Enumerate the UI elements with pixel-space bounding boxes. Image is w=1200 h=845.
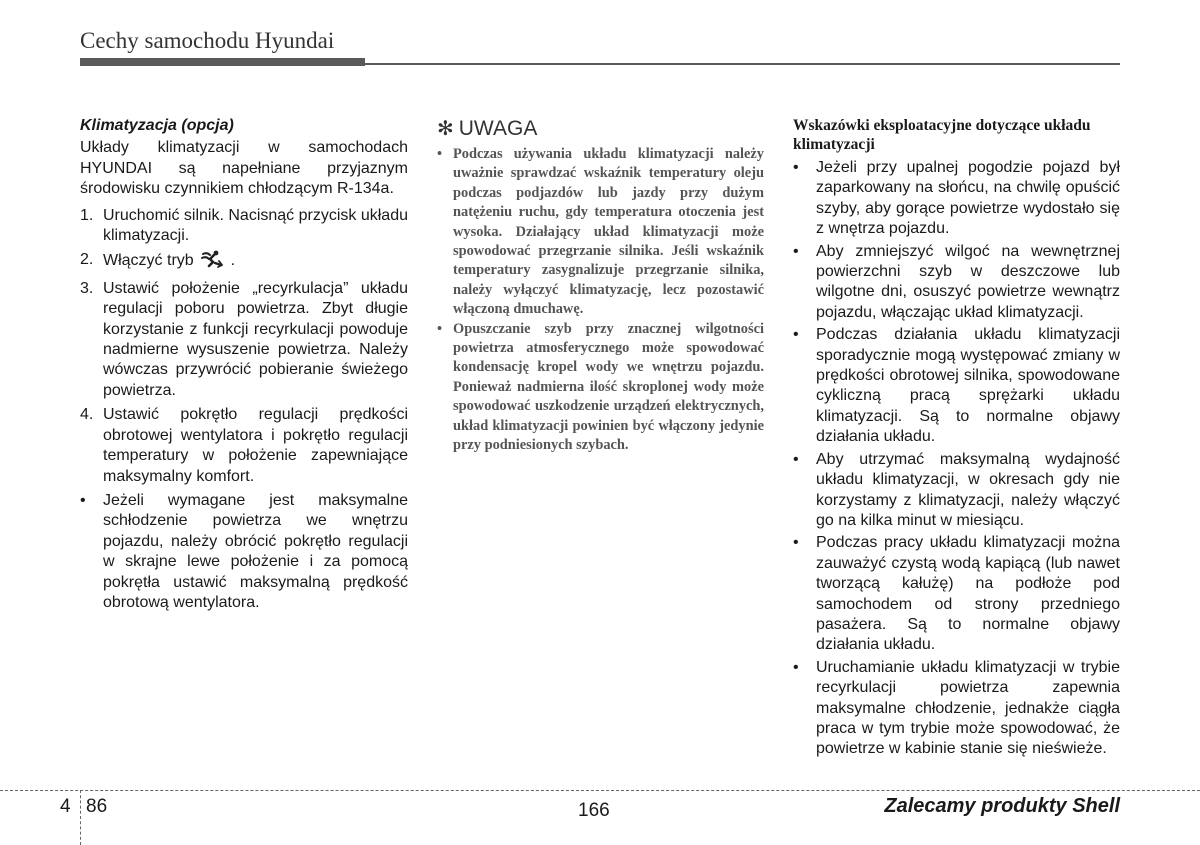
column-operating-tips (793, 116, 1120, 762)
step-item (80, 279, 408, 401)
tip-item (793, 658, 1120, 760)
tip-text: Aby zmniejszyć wilgoć na wewnętrznej powierzchni szyb w deszczowe lub wilgotne dni, osuszyć powietrze wewnątrz pojazdu, włączając układ klimatyzacji. (816, 242, 1120, 321)
step-item (80, 206, 408, 247)
bullet-marker: • (793, 534, 799, 552)
tip-item (793, 158, 1120, 240)
tip-item (793, 450, 1120, 532)
step-number: 4. (80, 406, 94, 424)
tips-heading: Wskazówki eksploatacyjne dotyczące układu klimatyzacji (793, 117, 1091, 153)
tip-text: Jeżeli przy upalnej pogodzie pojazd był zaparkowany na słońcu, na chwilę opuścić szyby, aby gorące powietrze wydostało się z wnętrza pojazdu. (816, 159, 1120, 238)
step-text: Jeżeli wymagane jest maksymalne schłodzenie powietrza we wnętrzu pojazdu, należy obrócić pokrętło regulacji w skrajne lewe położenie i za pomocą pokrętła ustawić maksymalną prędkość obrotową wentylatora. (103, 491, 408, 611)
page-header-title: Cechy samochodu Hyundai (80, 28, 335, 53)
header-rule-thin (365, 63, 1120, 65)
bullet-marker: • (793, 242, 799, 260)
caution-text: Opuszczanie szyb przy znacznej wilgotności powietrza atmosferycznego może spowodować kondensację kropel wody we wnętrzu pojazdu. Ponieważ nadmierna ilość skroplonej wody może spowodować uszkodzenie urządzeń elektrycznych, układ klimatyzacji powinien być włączony jedynie przy podniesionych szybach. (453, 320, 764, 454)
footer-vertical-divider (80, 790, 81, 845)
step-text: Uruchomić silnik. Nacisnąć przycisk układu klimatyzacji. (103, 206, 408, 245)
step-item (80, 405, 408, 487)
footer-section-number: 4 (60, 796, 71, 817)
step-number: 1. (80, 206, 94, 224)
column-air-conditioning (80, 116, 408, 617)
step-text: Ustawić położenie „recyrkulacja” układu regulacji poboru powietrza. Zbyt długie korzystanie z funkcji recyrkulacji powoduje nadmierne wysuszenie powietrza. Należy wówczas przywrócić pobieranie świeżego powietrza. (103, 279, 408, 399)
floor-vent-mode-icon (201, 250, 223, 274)
bullet-marker: • (793, 326, 799, 344)
step-text: Włączyć tryb (103, 252, 194, 270)
bullet-marker: • (437, 146, 443, 162)
tip-text: Podczas działania układu klimatyzacji sporadycznie mogą występować zmiany w prędkości obrotowej silnika, spowodowane cykliczną pracą sprężarki układu klimatyzacji. Są to normalne objawy działania układu. (816, 326, 1120, 446)
caution-text: Podczas używania układu klimatyzacji należy uważnie sprawdzać wskaźnik temperatury oleju podczas podjazdów lub jazdy przy dużym natężeniu ruchu, gdy temperatura otoczenia jest wysoka. Działający układ klimatyzacji może spowodować przegrzanie silnika. Jeśli wskaźnik temperatury zasygnalizuje przegrzanie silnika, należy wyłączyć klimatyzację, lecz pozostawić włączoną dmuchawę. (453, 146, 764, 318)
bullet-marker: • (793, 658, 799, 676)
tip-text: Uruchamianie układu klimatyzacji w trybie recyrkulacji powietrza zapewnia maksymalne chłodzenie, jednakże ciągła praca w tym trybie może spowodować, że powietrze w kabinie stanie się nieświeże. (816, 658, 1120, 758)
tips-list (793, 158, 1120, 760)
caution-star-icon: ✻ (437, 118, 454, 140)
tip-text: Aby utrzymać maksymalną wydajność układu klimatyzacji, w okresach gdy nie korzystamy z klimatyzacji, należy włączyć go na kilka minut w miesiącu. (816, 450, 1120, 529)
section-heading: Klimatyzacja (opcja) (80, 117, 234, 134)
bullet-marker: • (437, 320, 443, 337)
caution-heading (437, 116, 764, 141)
step-text: Ustawić pokrętło regulacji prędkości obrotowej wentylatora i pokrętło regulacji temperatury w położenie zapewniające maksymalny komfort. (103, 406, 408, 485)
footer-brand-text: Zalecamy produkty Shell (884, 795, 1120, 817)
bullet-marker: • (793, 450, 799, 468)
step-item (80, 250, 408, 274)
step-number: 3. (80, 279, 94, 297)
tip-item (793, 242, 1120, 324)
bullet-marker: • (80, 491, 86, 509)
bullet-marker: • (793, 159, 799, 176)
caution-title: UWAGA (458, 116, 538, 140)
intro-paragraph: Układy klimatyzacji w samochodach HYUNDAI są napełniane przyjaznym środowisku czynnikiem chłodzącym R-134a. (80, 139, 408, 198)
step-item (80, 491, 408, 613)
tip-item (793, 533, 1120, 655)
steps-list (80, 206, 408, 614)
footer-center-number: 166 (578, 800, 610, 821)
caution-list (437, 145, 764, 456)
footer-page-number: 86 (86, 796, 108, 817)
tip-text: Podczas pracy układu klimatyzacji można zauważyć czystą wodą kapiącą (lub nawet tworzącą kałużę) na podłoże pod samochodem od strony przedniego pasażera. Są to normalne objawy działania układu. (816, 534, 1120, 654)
caution-item (437, 320, 764, 456)
header-rule-thick (80, 58, 365, 66)
caution-item (437, 145, 764, 320)
tip-item (793, 325, 1120, 447)
footer-divider (0, 790, 1200, 791)
caution-box (437, 116, 764, 456)
step-text-end: . (230, 252, 236, 270)
step-number: 2. (80, 251, 94, 269)
